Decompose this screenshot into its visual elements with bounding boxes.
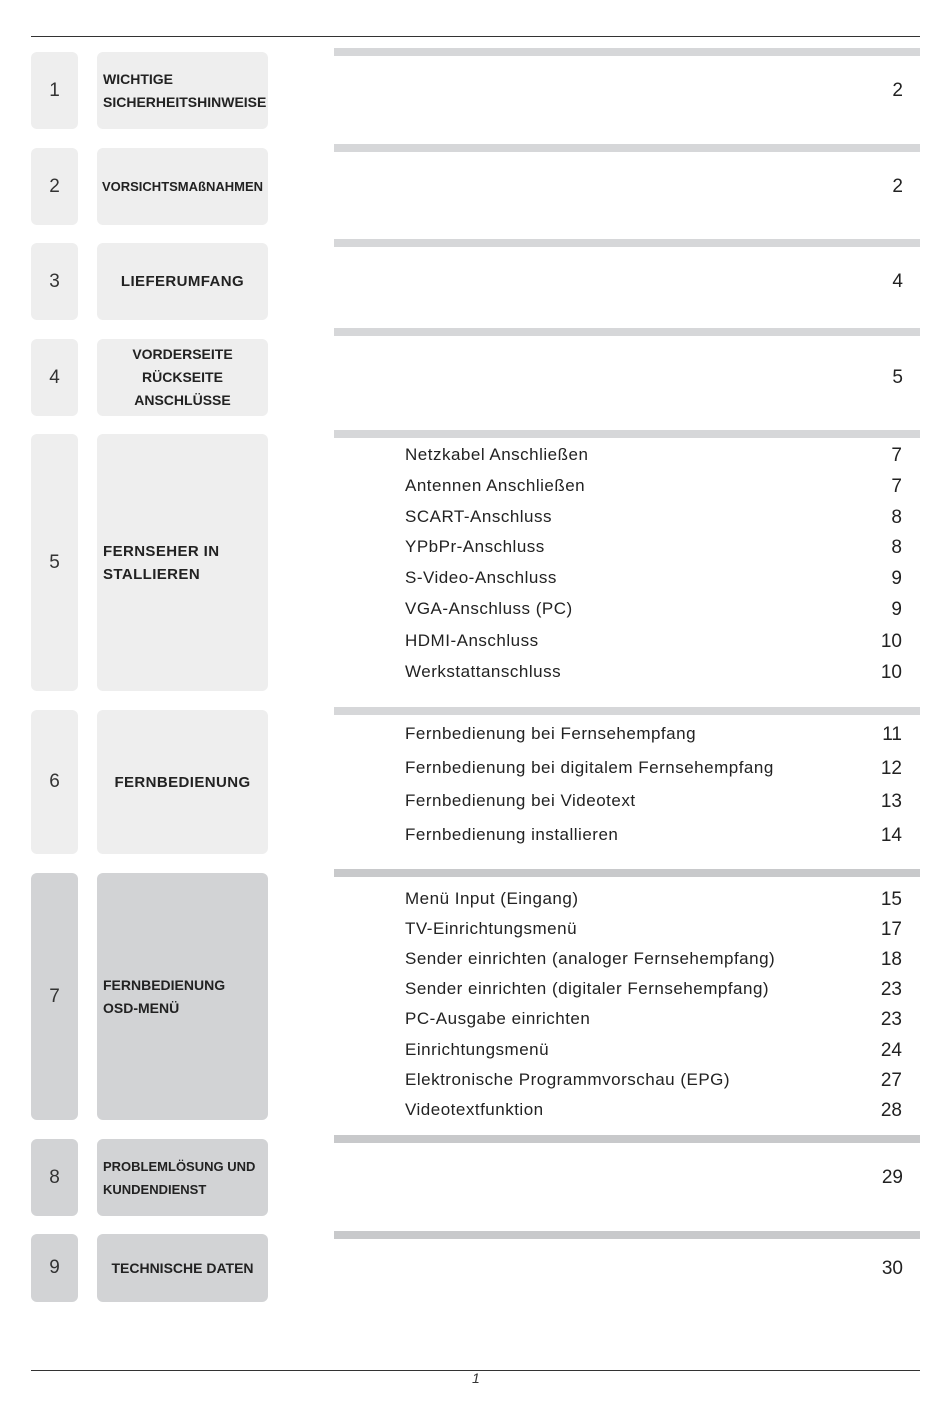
section-number: 9	[31, 1234, 78, 1302]
toc-entry-text: HDMI-Anschluss	[405, 631, 539, 650]
section-number: 3	[31, 243, 78, 320]
toc-entry	[405, 1100, 902, 1122]
toc-entry	[405, 445, 902, 467]
toc-entry-text: Fernbedienung bei Fernsehempfang	[405, 724, 697, 743]
section-title: WICHTIGE SICHERHEITSHINWEISE	[97, 52, 268, 129]
section-number: 4	[31, 339, 78, 416]
section-title: FERNBEDIENUNG	[97, 710, 268, 854]
toc-entry-text: S-Video-Anschluss	[405, 568, 557, 587]
toc-entry	[405, 949, 902, 971]
toc-entry-text: Fernbedienung installieren	[405, 825, 619, 844]
toc-entry-page: 15	[880, 889, 902, 910]
toc-entry-text: Sender einrichten (analoger Fernsehempfang)	[405, 949, 776, 968]
toc-entry-text: Elektronische Programmvorschau (EPG)	[405, 1070, 731, 1089]
section-title: FERNSEHER IN STALLIEREN	[97, 434, 268, 691]
section-page-number: 2	[892, 176, 903, 197]
toc-entry-text: VGA-Anschluss (PC)	[405, 599, 573, 618]
section-title: TECHNISCHE DATEN	[97, 1234, 268, 1302]
section-title: VORDERSEITE RÜCKSEITE ANSCHLÜSSE	[97, 339, 268, 416]
toc-entry-text: Sender einrichten (digitaler Fernsehempfang)	[405, 979, 770, 998]
section-page-number: 30	[881, 1258, 903, 1279]
toc-entry	[405, 599, 902, 621]
toc-entry	[405, 979, 902, 1001]
toc-entry-text: TV-Einrichtungsmenü	[405, 919, 578, 938]
toc-entry-page: 11	[882, 724, 902, 745]
toc-entry-text: Werkstattanschluss	[405, 662, 562, 681]
page-number: 1	[472, 1370, 480, 1386]
section-divider-bar	[334, 707, 920, 715]
toc-entry-text: YPbPr-Anschluss	[405, 537, 545, 556]
section-page-number: 4	[892, 271, 903, 292]
section-divider-bar	[334, 1135, 920, 1143]
toc-entry-page: 10	[880, 631, 902, 652]
section-title: PROBLEMLÖSUNG UND KUNDENDIENST	[97, 1139, 268, 1216]
section-title: LIEFERUMFANG	[97, 243, 268, 320]
toc-entry-page: 23	[880, 1009, 902, 1030]
toc-entry-page: 12	[880, 758, 902, 779]
toc-entry	[405, 507, 902, 529]
toc-entry	[405, 631, 902, 653]
toc-entry	[405, 662, 902, 684]
toc-entry-page: 27	[880, 1070, 902, 1091]
section-divider-bar	[334, 328, 920, 336]
toc-entry	[405, 1009, 902, 1031]
toc-entry-page: 9	[891, 568, 902, 589]
section-page-number: 5	[892, 367, 903, 388]
toc-entry-page: 10	[880, 662, 902, 683]
section-divider-bar	[334, 48, 920, 56]
section-number: 6	[31, 710, 78, 854]
toc-entry-text: Videotextfunktion	[405, 1100, 544, 1119]
toc-entry-page: 7	[891, 476, 902, 497]
toc-entry-page: 8	[891, 507, 902, 528]
toc-entry-text: Fernbedienung bei digitalem Fernsehempfang	[405, 758, 774, 777]
toc-entry	[405, 758, 902, 780]
section-divider-bar	[334, 430, 920, 438]
section-page-number: 29	[881, 1167, 903, 1188]
section-divider-bar	[334, 239, 920, 247]
toc-entry-page: 28	[880, 1100, 902, 1121]
section-divider-bar	[334, 144, 920, 152]
section-number: 2	[31, 148, 78, 225]
section-divider-bar	[334, 1231, 920, 1239]
section-number: 7	[31, 873, 78, 1120]
toc-entry-text: Netzkabel Anschließen	[405, 445, 589, 464]
toc-entry-page: 24	[880, 1040, 902, 1061]
toc-entry-text: Einrichtungsmenü	[405, 1040, 550, 1059]
toc-entry	[405, 1040, 902, 1062]
toc-entry-page: 17	[880, 919, 902, 940]
toc-entry-text: PC-Ausgabe einrichten	[405, 1009, 591, 1028]
toc-entry	[405, 1070, 902, 1092]
toc-entry-page: 18	[880, 949, 902, 970]
section-number: 5	[31, 434, 78, 691]
toc-entry	[405, 476, 902, 498]
toc-entry	[405, 568, 902, 590]
toc-entry-text: Antennen Anschließen	[405, 476, 586, 495]
section-number: 1	[31, 52, 78, 129]
section-title: VORSICHTSMAßNAHMEN	[97, 148, 268, 225]
toc-entry-page: 9	[891, 599, 902, 620]
toc-entry-page: 8	[891, 537, 902, 558]
toc-entry	[405, 724, 902, 746]
toc-entry	[405, 537, 902, 559]
section-divider-bar	[334, 869, 920, 877]
toc-entry-text: SCART-Anschluss	[405, 507, 553, 526]
toc-entry	[405, 791, 902, 813]
toc-entry	[405, 889, 902, 911]
section-number: 8	[31, 1139, 78, 1216]
section-title: FERNBEDIENUNG OSD-MENÜ	[97, 873, 268, 1120]
section-page-number: 2	[892, 80, 903, 101]
toc-entry-page: 7	[891, 445, 902, 466]
toc-entry	[405, 825, 902, 847]
toc-entry	[405, 919, 902, 941]
toc-entry-text: Menü Input (Eingang)	[405, 889, 579, 908]
toc-entry-page: 23	[880, 979, 902, 1000]
toc-entry-page: 14	[880, 825, 902, 846]
toc-entry-text: Fernbedienung bei Videotext	[405, 791, 636, 810]
toc-entry-page: 13	[880, 791, 902, 812]
